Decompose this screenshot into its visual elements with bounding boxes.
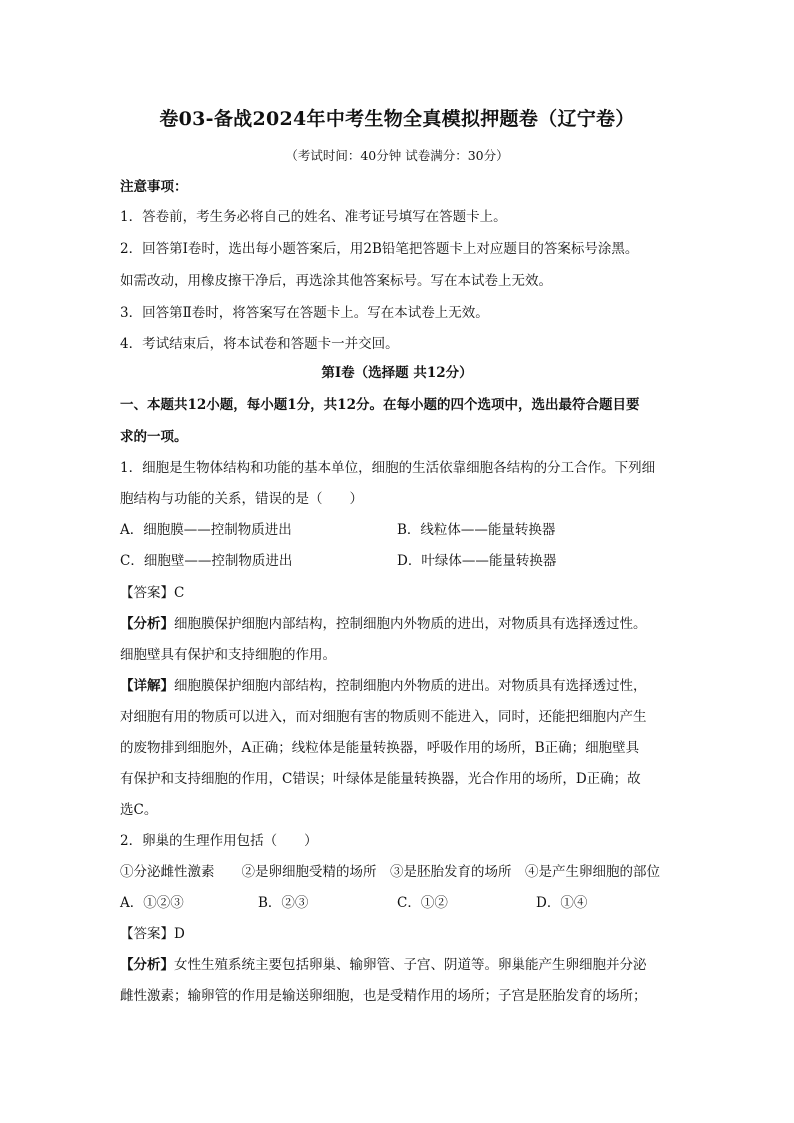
question-2-answer: 【答案】D	[120, 926, 185, 942]
question-1-detail-text: 对细胞有用的物质可以进入，而对细胞有害的物质则不能进入，同时，还能把细胞内产生	[120, 709, 647, 725]
notice-item: 3．回答第Ⅱ卷时，将答案写在答题卡上。写在本试卷上无效。	[120, 305, 489, 321]
question-1-detail-text: 的废物排到细胞外，A正确；线粒体是能量转换器，呼吸作用的场所，B正确；细胞壁具	[120, 740, 640, 756]
question-2-option-a: A．①②③	[120, 895, 184, 911]
notice-item: 2．回答第Ⅰ卷时，选出每小题答案后，用2B铅笔把答题卡上对应题目的答案标号涂黑。	[120, 241, 639, 257]
question-1-detail-text: 选C。	[120, 802, 158, 818]
analysis-text: 女性生殖系统主要包括卵巢、输卵管、子宫、阴道等。卵巢能产生卵细胞并分泌	[174, 957, 647, 973]
question-1-option-c: C．细胞壁——控制物质进出	[120, 553, 293, 569]
notice-item: 1．答卷前，考生务必将自己的姓名、准考证号填写在答题卡上。	[120, 209, 507, 225]
question-1-analysis-text: 细胞壁具有保护和支持细胞的作用。	[120, 647, 336, 663]
notice-heading: 注意事项：	[120, 179, 188, 195]
analysis-text: 细胞膜保护细胞内部结构，控制细胞内外物质的进出，对物质具有选择透过性。	[174, 616, 647, 632]
question-2-option-c: C．①②	[397, 895, 448, 911]
analysis-label: 【分析】	[120, 957, 174, 973]
detail-text: 细胞膜保护细胞内部结构，控制细胞内外物质的进出。对物质具有选择透过性，	[174, 678, 647, 694]
section-intro: 求的一项。	[120, 429, 188, 445]
question-2-option-b: B．②③	[258, 895, 309, 911]
notice-item: 如需改动，用橡皮擦干净后，再选涂其他答案标号。写在本试卷上无效。	[120, 273, 552, 289]
section-title: 第Ⅰ卷（选择题 共12分）	[321, 365, 473, 381]
question-1-detail-text: 有保护和支持细胞的作用，C错误；叶绿体是能量转换器，光合作用的场所，D正确；故	[120, 771, 641, 787]
exam-info: （考试时间：40分钟 试卷满分：30分）	[285, 148, 509, 163]
notice-item: 4．考试结束后，将本试卷和答题卡一并交回。	[120, 336, 399, 352]
page-title: 卷03-备战2024年中考生物全真模拟押题卷（辽宁卷）	[159, 108, 635, 130]
question-1-analysis	[120, 615, 647, 633]
detail-label: 【详解】	[120, 678, 174, 694]
question-2-items: ①分泌雌性激素 ②是卵细胞受精的场所 ③是胚胎发育的场所 ④是产生卵细胞的部位	[120, 864, 660, 880]
section-intro: 一、本题共12小题，每小题1分，共12分。在每小题的四个选项中，选出最符合题目要	[120, 397, 640, 413]
question-1-detail	[120, 677, 647, 695]
question-1-option-a: A．细胞膜——控制物质进出	[120, 522, 292, 538]
question-1-stem: 胞结构与功能的关系，错误的是（ ）	[120, 491, 363, 507]
question-1-option-b: B．线粒体——能量转换器	[397, 522, 556, 538]
question-1-option-d: D．叶绿体——能量转换器	[397, 553, 557, 569]
question-2-analysis	[120, 956, 647, 974]
question-1-stem: 1．细胞是生物体结构和功能的基本单位，细胞的生活依靠细胞各结构的分工合作。下列细	[120, 460, 656, 476]
question-2-analysis-text: 雌性激素；输卵管的作用是输送卵细胞，也是受精作用的场所；子宫是胚胎发育的场所；	[120, 988, 647, 1004]
question-2-option-d: D．①④	[536, 895, 588, 911]
question-2-stem: 2．卵巢的生理作用包括（ ）	[120, 833, 318, 849]
question-1-answer: 【答案】C	[120, 585, 185, 601]
analysis-label: 【分析】	[120, 616, 174, 632]
